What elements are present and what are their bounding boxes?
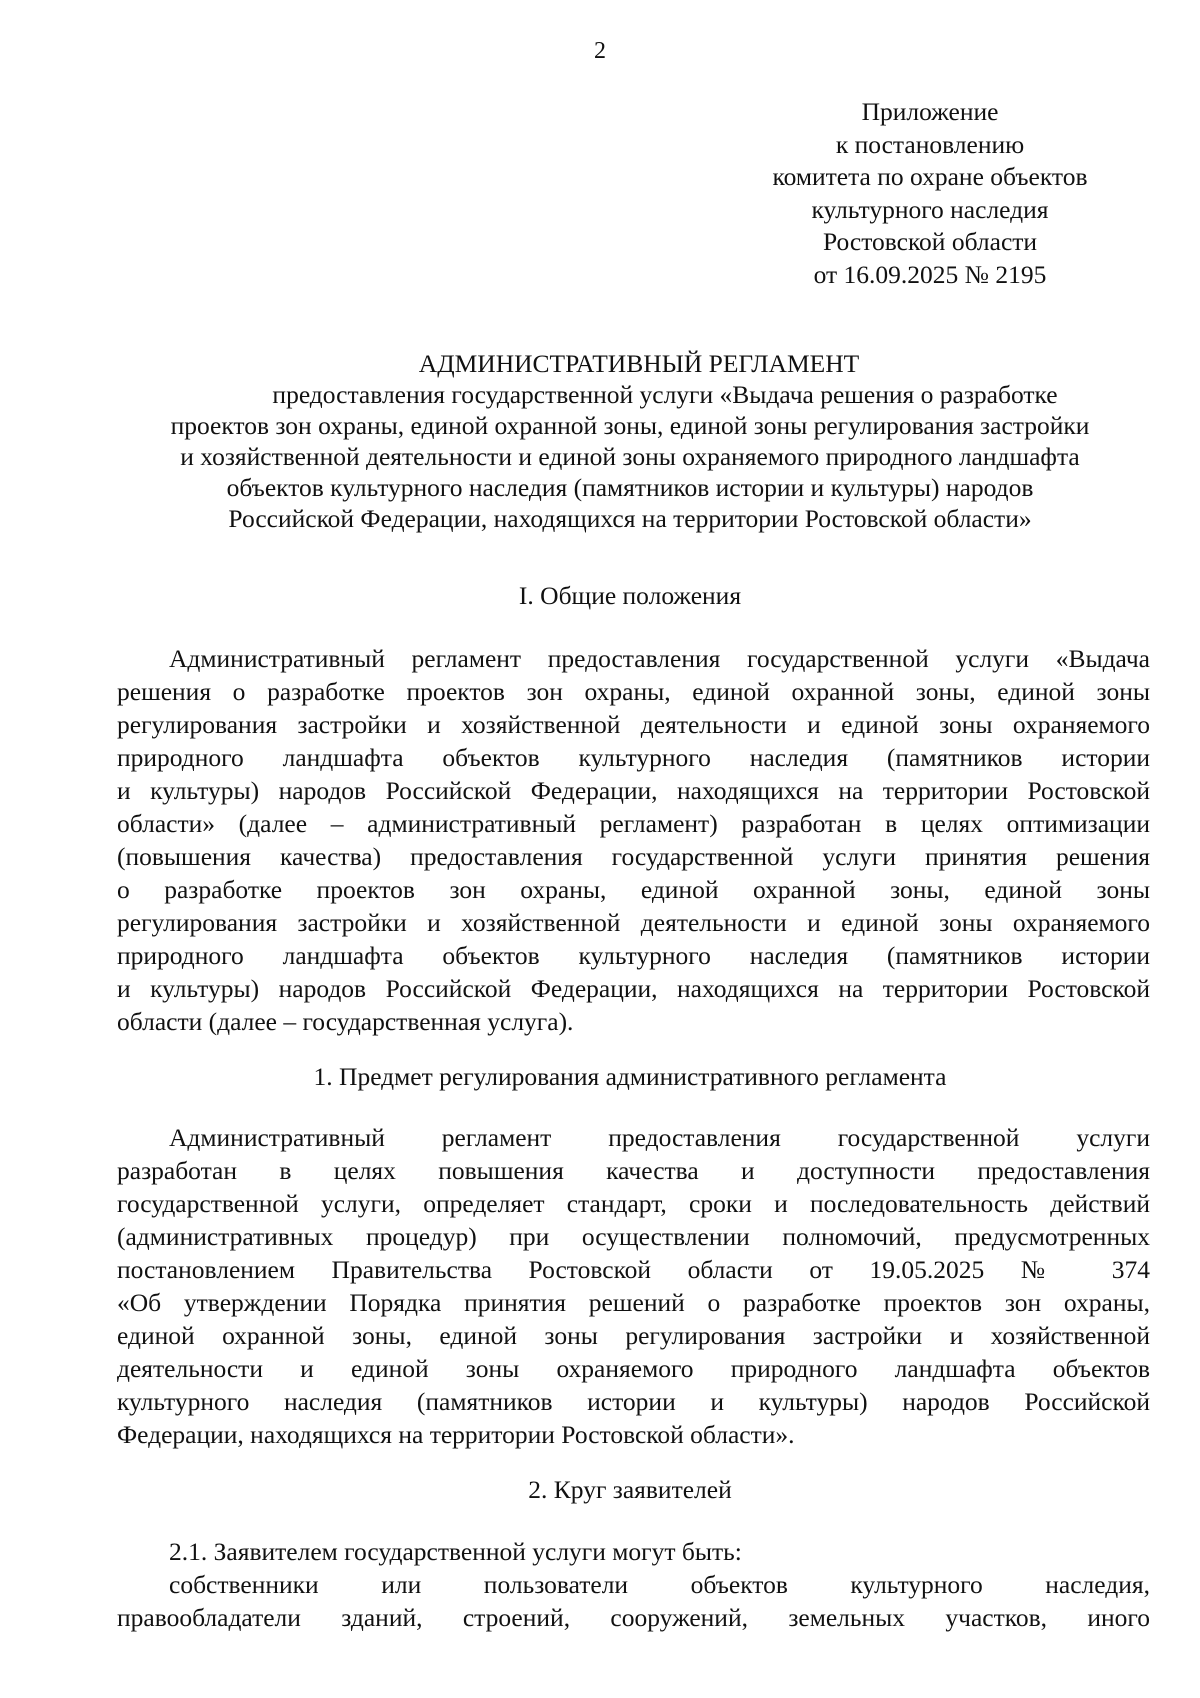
section-heading-1: 1. Предмет регулирования административного регламента [313,1062,947,1091]
paragraph-line: правообладатели зданий, строений, сооружений, земельных участков, иного [117,1603,1150,1632]
appendix-line: Ростовской области [822,227,1038,256]
paragraph-general [117,642,1150,1038]
paragraph-line: регулирования застройки и хозяйственной деятельности и единой зоны охраняемого [117,908,1150,937]
appendix-line: от 16.09.2025 № 2195 [813,259,1047,289]
paragraph-section-2 [117,1535,1150,1634]
paragraph-line: Административный регламент предоставления государственной услуги «Выдача [169,644,1150,673]
paragraph-line: культурного наследия (памятников истории и культуры) народов Российской [117,1387,1150,1416]
paragraph-line: постановлением Правительства Ростовской области от 19.05.2025 № 374 [117,1255,1150,1284]
paragraph-line: и культуры) народов Российской Федерации, находящихся на территории Ростовской [117,974,1150,1003]
subtitle-line: предоставления государственной услуги «Выдача решения о разработке [272,380,1058,409]
appendix-block [730,96,1130,291]
paragraph-line: природного ландшафта объектов культурного наследия (памятников истории [117,743,1150,772]
paragraph-line: области» (далее – административный регламент) разработан в целях оптимизации [117,809,1150,838]
paragraph-line: регулирования застройки и хозяйственной деятельности и единой зоны охраняемого [117,710,1150,739]
appendix-line: Приложение [861,97,999,126]
subtitle-line: проектов зон охраны, единой охранной зоны, единой зоны регулирования застройки [170,411,1090,440]
paragraph-section-1 [117,1121,1150,1451]
paragraph-line: «Об утверждении Порядка принятия решений о разработке проектов зон охраны, [117,1288,1150,1317]
paragraph-line: 2.1. Заявителем государственной услуги могут быть: [169,1537,742,1566]
subtitle-line: Российской Федерации, находящихся на территории Ростовской области» [228,504,1032,533]
paragraph-line: Административный регламент предоставления государственной услуги [169,1123,1150,1152]
paragraph-line: природного ландшафта объектов культурного наследия (памятников истории [117,941,1150,970]
document-subtitle [110,379,1150,534]
paragraph-line: разработан в целях повышения качества и доступности предоставления [117,1156,1150,1185]
section-heading-2: 2. Круг заявителей [528,1475,732,1504]
section-heading-general: I. Общие положения [518,581,742,610]
subtitle-line: и хозяйственной деятельности и единой зоны охраняемого природного ландшафта [180,442,1080,471]
paragraph-line: деятельности и единой зоны охраняемого природного ландшафта объектов [117,1354,1150,1383]
paragraph-line: собственники или пользователи объектов культурного наследия, [169,1570,1150,1599]
page-number: 2 [594,38,606,64]
document-title: АДМИНИСТРАТИВНЫЙ РЕГЛАМЕНТ [418,349,860,378]
appendix-line: к постановлению [835,129,1025,159]
appendix-line: культурного наследия [811,194,1049,224]
paragraph-line: области (далее – государственная услуга). [117,1007,574,1036]
paragraph-line: Федерации, находящихся на территории Ростовской области». [117,1420,795,1449]
appendix-line: комитета по охране объектов [772,162,1088,191]
paragraph-line: о разработке проектов зон охраны, единой охранной зоны, единой зоны [117,875,1150,904]
paragraph-line: и культуры) народов Российской Федерации, находящихся на территории Ростовской [117,776,1150,805]
document-title-block [110,348,1150,534]
paragraph-line: решения о разработке проектов зон охраны, единой охранной зоны, единой зоны [117,677,1150,706]
paragraph-line: единой охранной зоны, единой зоны регулирования застройки и хозяйственной [117,1321,1150,1350]
paragraph-line: (повышения качества) предоставления государственной услуги принятия решения [117,842,1150,871]
paragraph-line: государственной услуги, определяет стандарт, сроки и последовательность действий [117,1189,1150,1218]
subtitle-line: объектов культурного наследия (памятников истории и культуры) народов [226,473,1034,502]
paragraph-line: (административных процедур) при осуществлении полномочий, предусмотренных [117,1222,1150,1251]
